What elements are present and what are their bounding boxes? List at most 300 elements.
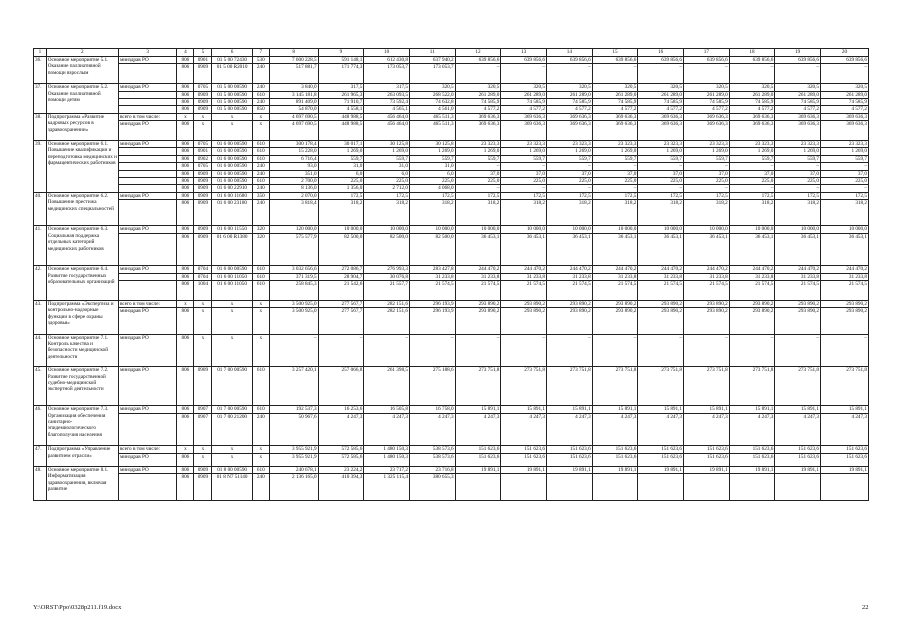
amount-cell: 82 500,0 <box>364 233 410 266</box>
table-row <box>34 178 869 185</box>
amount-cell: 3 955 921,9 <box>269 446 318 453</box>
amount-cell: 369 636,3 <box>684 113 730 120</box>
amount-cell: 172,5 <box>364 192 410 199</box>
amount-cell: 2 700,0 <box>269 178 318 185</box>
amount-cell: 36 453,1 <box>821 233 869 266</box>
code-expense-type-cell: x <box>252 334 269 367</box>
code-target-article-cell: x <box>212 334 252 367</box>
amount-cell: 225,0 <box>455 178 501 185</box>
row-number: 46. <box>34 406 47 446</box>
amount-cell: 318,2 <box>729 200 775 226</box>
amount-cell: 369 636,3 <box>775 113 821 120</box>
amount-cell: 318,2 <box>501 200 547 226</box>
amount-cell: 639 856,6 <box>775 57 821 64</box>
amount-cell: – <box>684 64 730 84</box>
amount-cell: 277 567,7 <box>318 308 364 334</box>
amount-cell: 2 712,0 <box>364 185 410 192</box>
amount-cell: 369 636,3 <box>592 121 638 141</box>
amount-cell: 173 053,7 <box>409 64 455 84</box>
amount-cell: 318,2 <box>364 200 410 226</box>
amount-cell: – <box>592 163 638 170</box>
amount-cell: – <box>501 163 547 170</box>
amount-cell: – <box>455 64 501 84</box>
amount-cell: 240 678,1 <box>269 467 318 474</box>
amount-cell: 283 427,8 <box>409 266 455 273</box>
code-grbs-cell: 806 <box>177 64 194 84</box>
code-target-article-cell: 01 5 00 00590 <box>212 106 252 113</box>
amount-cell: 36 453,1 <box>684 233 730 266</box>
amount-cell: 380 655,3 <box>409 474 455 500</box>
code-expense-type-cell: 240 <box>252 200 269 226</box>
executor-cell <box>118 281 176 301</box>
executor-cell <box>118 273 176 280</box>
executor-cell <box>118 99 176 106</box>
code-expense-type-cell: x <box>252 113 269 120</box>
code-target-article-cell: 01 5 00 00590 <box>212 84 252 91</box>
code-grbs-cell: 806 <box>177 91 194 98</box>
amount-cell: 293 890,2 <box>501 301 547 308</box>
amount-cell: 10 000,0 <box>592 226 638 233</box>
table-row <box>34 406 869 413</box>
amount-cell: 320,5 <box>409 84 455 91</box>
amount-cell: – <box>455 185 501 192</box>
amount-cell: – <box>684 334 730 367</box>
amount-cell: 23 323,3 <box>501 141 547 148</box>
executor-cell: минздрав РО <box>118 266 176 273</box>
code-section-cell: 0705 <box>194 163 212 170</box>
amount-cell: 225,0 <box>318 178 364 185</box>
code-expense-type-cell: 610 <box>252 155 269 162</box>
amount-cell: 591 148,1 <box>318 57 364 64</box>
header-number-cell: 18 <box>729 49 775 57</box>
amount-cell: 559,7 <box>318 155 364 162</box>
table-row <box>34 474 869 500</box>
amount-cell: 559,7 <box>546 155 592 162</box>
amount-cell: 273 751,8 <box>592 367 638 406</box>
executor-cell <box>118 64 176 84</box>
amount-cell: 448 988,5 <box>318 113 364 120</box>
amount-cell: 637 940,2 <box>409 57 455 64</box>
code-target-article-cell: 01 6 00 R1380 <box>212 233 252 266</box>
amount-cell: – <box>409 334 455 367</box>
code-target-article-cell: 01 6 00 11680 <box>212 192 252 199</box>
amount-cell: 74 585,9 <box>821 99 869 106</box>
amount-cell: 10 000,0 <box>821 226 869 233</box>
code-grbs-cell: 806 <box>177 406 194 413</box>
header-number-cell: 3 <box>118 49 176 57</box>
amount-cell: 293 890,2 <box>821 308 869 334</box>
amount-cell: 639 856,6 <box>501 57 547 64</box>
table-row <box>34 99 869 106</box>
code-section-cell: 0704 <box>194 266 212 273</box>
amount-cell: 21 574,5 <box>638 281 684 301</box>
executor-cell: минздрав РО <box>118 453 176 466</box>
code-section-cell: x <box>194 334 212 367</box>
header-number-cell: 4 <box>177 49 194 57</box>
amount-cell: 31 233,8 <box>592 273 638 280</box>
amount-cell: 120 000,0 <box>269 226 318 233</box>
amount-cell: 293 890,2 <box>455 308 501 334</box>
amount-cell: 293 890,2 <box>729 301 775 308</box>
amount-cell: 1 269,0 <box>409 148 455 155</box>
amount-cell: 7 600 228,5 <box>269 57 318 64</box>
amount-cell: 6,0 <box>409 170 455 177</box>
table-row <box>34 192 869 199</box>
amount-cell: 19 891,1 <box>592 467 638 474</box>
code-section-cell: 0909 <box>194 192 212 199</box>
executor-cell <box>118 155 176 162</box>
amount-cell: 172,5 <box>638 192 684 199</box>
table-row <box>34 64 869 84</box>
code-grbs-cell: 806 <box>177 192 194 199</box>
code-section-cell: 0901 <box>194 148 212 155</box>
amount-cell: 273 751,8 <box>729 367 775 406</box>
amount-cell: 369 636,3 <box>775 121 821 141</box>
amount-cell: 31,0 <box>318 163 364 170</box>
amount-cell: 465 511,3 <box>409 113 455 120</box>
code-grbs-cell: 806 <box>177 155 194 162</box>
code-section-cell: x <box>194 453 212 466</box>
amount-cell: 320,5 <box>775 84 821 91</box>
executor-cell: минздрав РО <box>118 141 176 148</box>
amount-cell: – <box>501 64 547 84</box>
amount-cell: 639 856,6 <box>684 57 730 64</box>
code-section-cell: 0909 <box>194 367 212 406</box>
code-grbs-cell: 806 <box>177 367 194 406</box>
header-number-row <box>34 49 869 57</box>
amount-cell <box>546 474 592 500</box>
amount-cell: 15 891,1 <box>501 406 547 413</box>
amount-cell: 10 000,0 <box>775 226 821 233</box>
amount-cell: 369 636,3 <box>821 121 869 141</box>
amount-cell: 263 093,5 <box>364 91 410 98</box>
amount-cell: 639 856,6 <box>592 57 638 64</box>
code-expense-type-cell: 850 <box>252 106 269 113</box>
activity-name: Подпрограмма «Экспертиза и контрольно-надзорные функции в сфере охраны здоровья» <box>46 301 118 335</box>
amount-cell: 296 193,9 <box>409 301 455 308</box>
amount-cell: 3 032 656,6 <box>269 266 318 273</box>
code-grbs-cell: 806 <box>177 226 194 233</box>
code-target-article-cell: 01 8 N7 51140 <box>212 474 252 500</box>
amount-cell: 6,0 <box>318 170 364 177</box>
table-row <box>34 106 869 113</box>
code-expense-type-cell: x <box>252 453 269 466</box>
amount-cell: 31 233,8 <box>455 273 501 280</box>
amount-cell: 74 585,9 <box>638 99 684 106</box>
activity-name: Основное мероприятие 8.1. Информатизация здравоохранения, включая развитие <box>46 467 118 501</box>
amount-cell: 3 955 921,9 <box>269 453 318 466</box>
amount-cell: 30 017,1 <box>318 141 364 148</box>
amount-cell: 3 840,0 <box>269 84 318 91</box>
code-section-cell: 0909 <box>194 185 212 192</box>
amount-cell: 225,0 <box>409 178 455 185</box>
amount-cell <box>775 474 821 500</box>
amount-cell: 1 269,0 <box>592 148 638 155</box>
amount-cell: 15 891,1 <box>546 406 592 413</box>
code-section-cell: x <box>194 121 212 141</box>
code-grbs-cell: 806 <box>177 467 194 474</box>
code-expense-type-cell: 240 <box>252 64 269 84</box>
amount-cell: 82 500,0 <box>409 233 455 266</box>
amount-cell: 261 289,0 <box>455 91 501 98</box>
code-grbs-cell: 806 <box>177 273 194 280</box>
header-number-cell: 5 <box>194 49 212 57</box>
amount-cell: 4 561,0 <box>409 106 455 113</box>
amount-cell: 4 577,2 <box>821 106 869 113</box>
executor-cell: минздрав РО <box>118 84 176 91</box>
amount-cell: 293 890,2 <box>729 308 775 334</box>
code-target-article-cell: 01 7 00 00590 <box>212 367 252 406</box>
amount-cell: 36 453,1 <box>546 233 592 266</box>
amount-cell: 16 758,0 <box>409 406 455 413</box>
amount-cell: 369 636,3 <box>455 121 501 141</box>
code-expense-type-cell: 610 <box>252 273 269 280</box>
amount-cell: 36 453,1 <box>775 233 821 266</box>
row-number: 43. <box>34 301 47 335</box>
activity-name: Основное мероприятие 5.1. Оказание паллиативной помощи взрослым <box>46 57 118 84</box>
amount-cell: – <box>638 163 684 170</box>
amount-cell: – <box>729 163 775 170</box>
code-section-cell: 0909 <box>194 467 212 474</box>
code-section-cell: 0909 <box>194 178 212 185</box>
amount-cell: 151 623,6 <box>501 446 547 453</box>
amount-cell: 244 470,2 <box>775 266 821 273</box>
amount-cell: 225,0 <box>821 178 869 185</box>
amount-cell: 151 623,6 <box>546 453 592 466</box>
amount-cell: 3 500 925,0 <box>269 308 318 334</box>
table-row <box>34 233 869 266</box>
table-row <box>34 170 869 177</box>
amount-cell: 261 289,0 <box>501 91 547 98</box>
amount-cell: 244 470,2 <box>638 266 684 273</box>
table-row <box>34 273 869 280</box>
amount-cell: 23 323,3 <box>592 141 638 148</box>
amount-cell: 4 558,1 <box>318 106 364 113</box>
amount-cell: 244 470,2 <box>821 266 869 273</box>
amount-cell: 4 577,2 <box>775 106 821 113</box>
code-target-article-cell: 01 6 00 00590 <box>212 170 252 177</box>
activity-name: Основное мероприятие 7.2. Развитие государственной судебно-медицинской экспертной деятельности <box>46 367 118 406</box>
amount-cell: 19 891,1 <box>729 467 775 474</box>
amount-cell: 8 136,0 <box>269 185 318 192</box>
row-number: 45. <box>34 367 47 406</box>
amount-cell: 4 247,3 <box>729 413 775 446</box>
amount-cell: 293 890,2 <box>684 301 730 308</box>
amount-cell: 261 289,0 <box>684 91 730 98</box>
amount-cell: 317,5 <box>364 84 410 91</box>
amount-cell: 10 000,0 <box>546 226 592 233</box>
amount-cell: 4 247,3 <box>501 413 547 446</box>
amount-cell: 1 269,0 <box>318 148 364 155</box>
executor-cell <box>118 91 176 98</box>
executor-cell <box>118 200 176 226</box>
amount-cell: 10 000,0 <box>364 226 410 233</box>
amount-cell: 300 178,4 <box>269 141 318 148</box>
amount-cell: 15 891,1 <box>684 406 730 413</box>
amount-cell: 369 636,3 <box>729 121 775 141</box>
amount-cell: 4 247,3 <box>684 413 730 446</box>
amount-cell: 369 636,3 <box>638 113 684 120</box>
code-section-cell: 0901 <box>194 57 212 64</box>
amount-cell: 456 464,0 <box>364 121 410 141</box>
amount-cell: 23 323,3 <box>455 141 501 148</box>
amount-cell: 318,2 <box>638 200 684 226</box>
code-target-article-cell: 01 5 00 72430 <box>212 57 252 64</box>
amount-cell: 36 453,1 <box>592 233 638 266</box>
amount-cell: 4 577,2 <box>729 106 775 113</box>
amount-cell: 225,0 <box>684 178 730 185</box>
amount-cell: 23 323,3 <box>684 141 730 148</box>
amount-cell: 261 289,0 <box>729 91 775 98</box>
amount-cell: 293 890,2 <box>684 308 730 334</box>
code-section-cell: 0909 <box>194 233 212 266</box>
amount-cell: 261 289,0 <box>638 91 684 98</box>
amount-cell: 151 623,6 <box>501 453 547 466</box>
amount-cell: 559,7 <box>729 155 775 162</box>
amount-cell: 261 398,5 <box>364 367 410 406</box>
amount-cell: – <box>684 185 730 192</box>
amount-cell: – <box>638 334 684 367</box>
code-grbs-cell: 806 <box>177 148 194 155</box>
amount-cell: – <box>821 185 869 192</box>
code-section-cell: 0907 <box>194 413 212 446</box>
code-grbs-cell: 806 <box>177 413 194 446</box>
amount-cell: 225,0 <box>638 178 684 185</box>
amount-cell: 31 233,8 <box>684 273 730 280</box>
amount-cell: 4 247,3 <box>775 413 821 446</box>
amount-cell: 4 247,3 <box>455 413 501 446</box>
amount-cell: – <box>546 163 592 170</box>
amount-cell: 172,5 <box>684 192 730 199</box>
amount-cell: 15 891,1 <box>729 406 775 413</box>
code-grbs-cell: 806 <box>177 308 194 334</box>
table-row <box>34 148 869 155</box>
amount-cell: 369 636,3 <box>501 113 547 120</box>
table-row <box>34 57 869 64</box>
amount-cell: 74 632,8 <box>409 99 455 106</box>
amount-cell: 37,0 <box>592 170 638 177</box>
amount-cell <box>455 474 501 500</box>
code-grbs-cell: 806 <box>177 334 194 367</box>
amount-cell: 275 188,6 <box>409 367 455 406</box>
amount-cell: 15 891,1 <box>638 406 684 413</box>
amount-cell: 23 224,2 <box>318 467 364 474</box>
table-row <box>34 281 869 301</box>
table-row <box>34 334 869 367</box>
amount-cell: 225,0 <box>775 178 821 185</box>
amount-cell: 172,5 <box>501 192 547 199</box>
amount-cell: 575 577,9 <box>269 233 318 266</box>
amount-cell: 261 289,0 <box>775 91 821 98</box>
amount-cell: 151 623,6 <box>592 453 638 466</box>
code-grbs-cell: 806 <box>177 84 194 91</box>
amount-cell: 171 774,3 <box>318 64 364 84</box>
amount-cell: 244 470,2 <box>455 266 501 273</box>
amount-cell: 4 577,2 <box>592 106 638 113</box>
amount-cell: 244 470,2 <box>729 266 775 273</box>
amount-cell: 172,5 <box>409 192 455 199</box>
amount-cell: 21 574,5 <box>729 281 775 301</box>
amount-cell: 318,2 <box>409 200 455 226</box>
table-row <box>34 453 869 466</box>
header-number-cell: 16 <box>638 49 684 57</box>
amount-cell: 151 623,6 <box>455 453 501 466</box>
amount-cell: 31 233,8 <box>821 273 869 280</box>
amount-cell: 559,7 <box>821 155 869 162</box>
amount-cell: 1 269,0 <box>638 148 684 155</box>
code-expense-type-cell: 240 <box>252 99 269 106</box>
amount-cell: 151 623,6 <box>638 446 684 453</box>
amount-cell: 21 542,6 <box>318 281 364 301</box>
header-number-cell: 13 <box>501 49 547 57</box>
amount-cell: – <box>729 64 775 84</box>
code-grbs-cell: 806 <box>177 178 194 185</box>
amount-cell: 21 557,7 <box>364 281 410 301</box>
amount-cell: 172,5 <box>729 192 775 199</box>
amount-cell: 50 967,6 <box>269 413 318 446</box>
amount-cell: 23 716,8 <box>409 467 455 474</box>
code-target-article-cell: 01 6 00 00590 <box>212 163 252 170</box>
amount-cell: 74 585,9 <box>775 99 821 106</box>
amount-cell: 268 522,0 <box>409 91 455 98</box>
amount-cell: 639 856,6 <box>546 57 592 64</box>
amount-cell: – <box>821 163 869 170</box>
amount-cell: 559,7 <box>501 155 547 162</box>
amount-cell: 31 233,8 <box>409 273 455 280</box>
code-expense-type-cell: 610 <box>252 467 269 474</box>
amount-cell: – <box>455 334 501 367</box>
code-target-article-cell: x <box>212 121 252 141</box>
code-expense-type-cell: 610 <box>252 266 269 273</box>
amount-cell: 1 269,0 <box>821 148 869 155</box>
table-row <box>34 367 869 406</box>
amount-cell: 318,2 <box>318 200 364 226</box>
code-expense-type-cell: x <box>252 308 269 334</box>
amount-cell: 891 409,0 <box>269 99 318 106</box>
table-row <box>34 185 869 192</box>
amount-cell: 2 136 165,0 <box>269 474 318 500</box>
amount-cell: 19 891,1 <box>638 467 684 474</box>
code-section-cell: x <box>194 301 212 308</box>
amount-cell: 10 000,0 <box>638 226 684 233</box>
amount-cell: 369 636,3 <box>501 121 547 141</box>
executor-cell <box>118 178 176 185</box>
amount-cell: 15 891,1 <box>592 406 638 413</box>
amount-cell: 273 751,8 <box>638 367 684 406</box>
amount-cell: 517 881,7 <box>269 64 318 84</box>
activity-name: Основное мероприятие 6.4. Развитие государственных образовательных организаций <box>46 266 118 301</box>
amount-cell: 261 289,0 <box>592 91 638 98</box>
amount-cell: 572 585,6 <box>318 453 364 466</box>
budget-table <box>33 48 869 501</box>
amount-cell: 30 125,8 <box>409 141 455 148</box>
code-grbs-cell: 806 <box>177 170 194 177</box>
amount-cell: 465 511,3 <box>409 121 455 141</box>
amount-cell: 258 845,3 <box>269 281 318 301</box>
amount-cell: 320,5 <box>729 84 775 91</box>
code-target-article-cell: 01 8 00 00590 <box>212 467 252 474</box>
executor-cell <box>118 106 176 113</box>
amount-cell: – <box>729 334 775 367</box>
executor-cell: всего в том числе: <box>118 113 176 120</box>
amount-cell: 559,7 <box>775 155 821 162</box>
page-number: 22 <box>862 604 869 611</box>
code-section-cell: 0909 <box>194 106 212 113</box>
amount-cell: 151 623,6 <box>592 446 638 453</box>
row-number: 37. <box>34 84 47 114</box>
amount-cell <box>684 474 730 500</box>
executor-cell <box>118 148 176 155</box>
